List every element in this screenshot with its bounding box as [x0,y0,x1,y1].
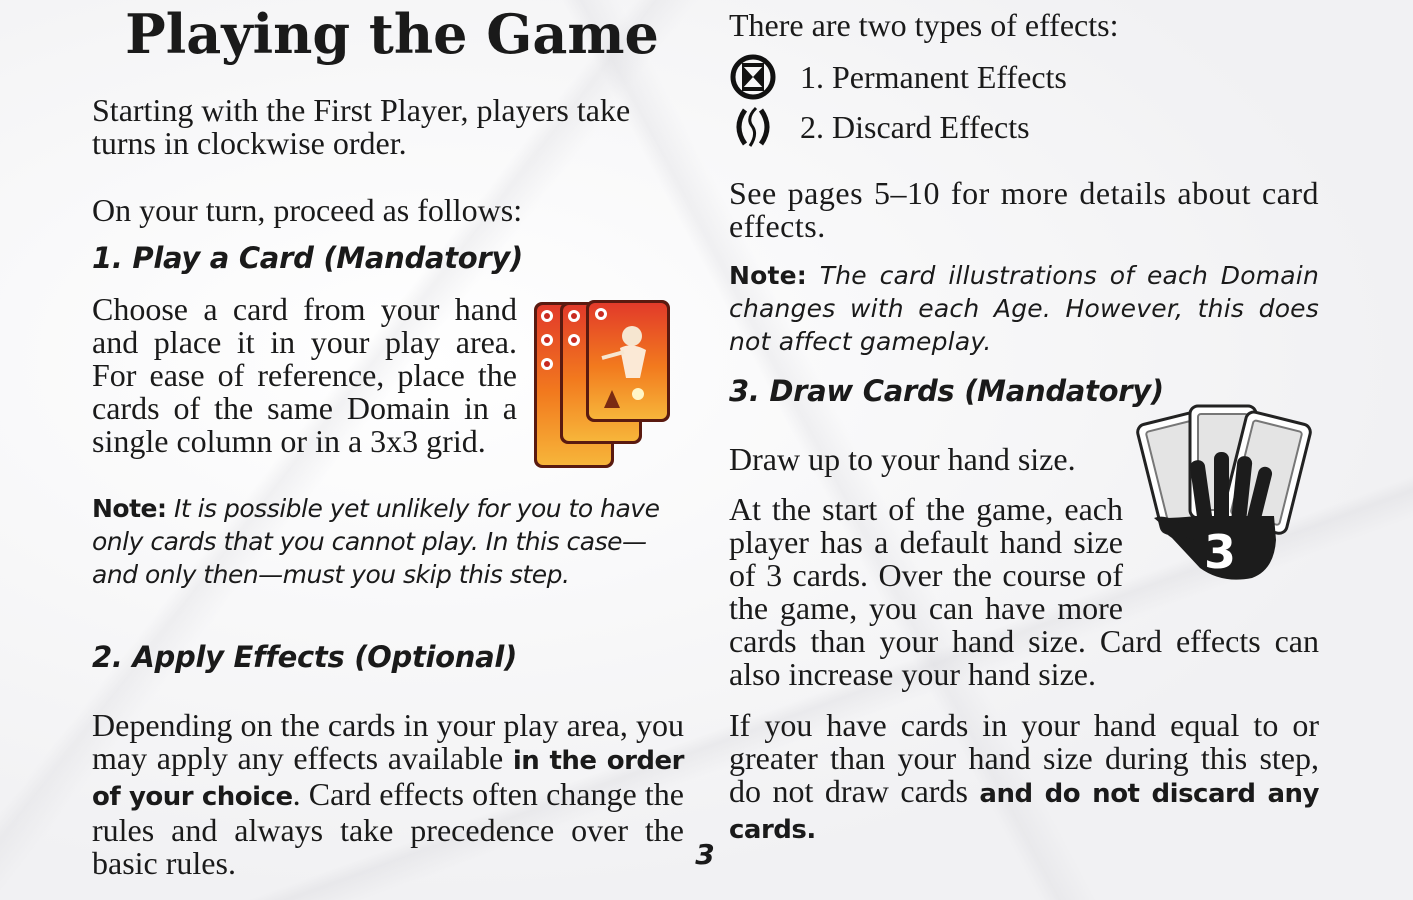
see-pages-text: See pages 5–10 for more details about card effects. [729,175,1319,244]
turn-intro: On your turn, proceed as follows: [92,192,523,228]
step2-heading: 2. Apply Effects (Optional) [92,640,518,674]
page-number: 3 [695,838,715,871]
step1-text: Choose a card from your hand and place it in your play area. For ease of reference, place the cards of the same Domain in a single column or in a 3x3 grid. [92,291,517,459]
hand-size-text-content: At the start of the game, each player has a default hand size of 3 cards. Over the course of the game, you can have more cards than your hand size. Card effects can also increase your hand size. [729,491,1319,692]
hand-size-illustration [1134,400,1324,585]
effect-row-permanent [730,54,1067,100]
equal-text-bold: and do not discard any cards. [729,779,1320,845]
step2-text-b: . Card effects often change the rules and always take precedence over the basic rules. [92,776,684,881]
step2-text [92,709,684,880]
step2-text-bold: in the order of your choice [92,746,685,812]
card-front [586,300,670,422]
note-label: Note: [92,494,167,523]
hand-size-badge: 3 [1203,525,1237,579]
step1-heading: 1. Play a Card (Mandatory) [92,241,523,275]
draw-text: Draw up to your hand size. [729,441,1076,477]
page-title: Playing the Game [125,2,659,66]
step3-heading: 3. Draw Cards (Mandatory) [729,374,1164,408]
step1-note [92,492,684,591]
intro-paragraph: Starting with the First Player, players take turns in clockwise order. [92,92,631,161]
equal-text-a: If you have cards in your hand equal to or greater than your hand size during this step, do not draw cards [729,707,1319,809]
card-stack-illustration [532,298,672,473]
note-text: It is possible yet unlikely for you to have only cards that you cannot play. In this case—and only then—must you skip this step. [92,494,660,589]
discard-effect-icon [730,104,776,150]
effect-label-permanent: 1. Permanent Effects [800,58,1067,95]
permanent-effect-icon [730,54,776,100]
domain-note-text: The card illustrations of each Domain changes with each Age. However, this does not affect gameplay. [729,261,1319,356]
effect-label-discard: 2. Discard Effects [800,108,1030,145]
equal-text [729,709,1319,847]
effect-row-discard [730,104,1030,150]
effects-intro: There are two types of effects: [729,7,1119,43]
domain-note-label: Note: [729,261,808,290]
domain-note [729,259,1319,358]
step2-text-a: Depending on the cards in your play area, you may apply any effects available [92,707,684,776]
